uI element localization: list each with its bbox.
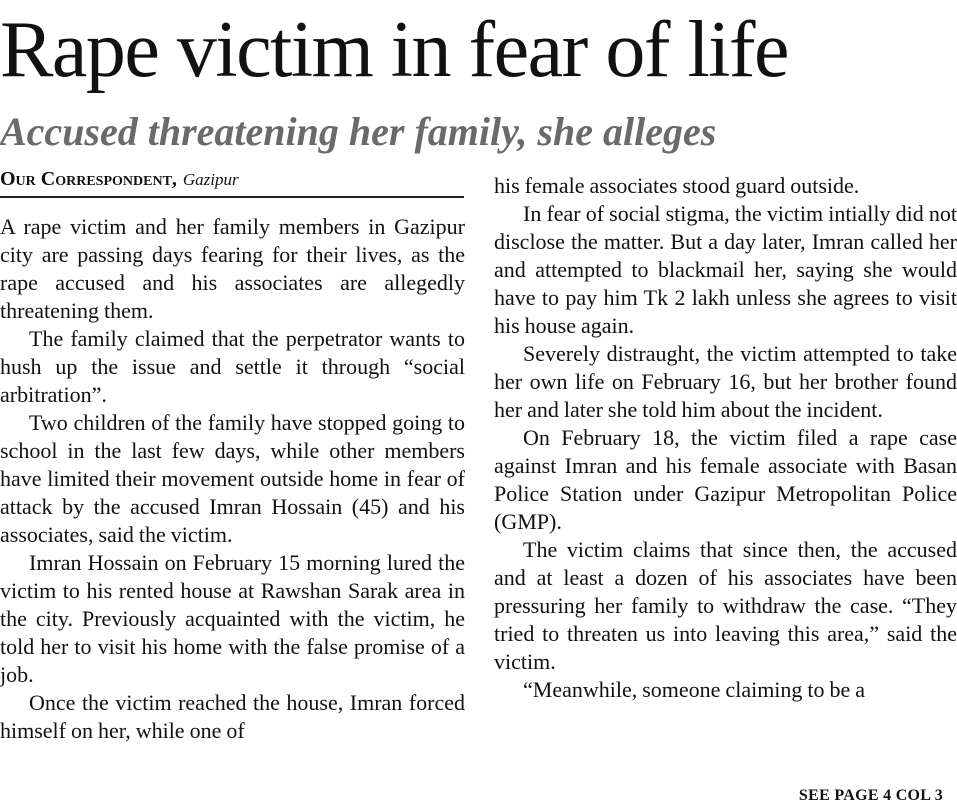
paragraph: Severely distraught, the victim attempted to take her own life on February 16, but her brother found her and later she told him about the incident.	[494, 341, 957, 422]
paragraph: Imran Hossain on February 15 morning lured the victim to his rented house at Rawshan Sarak area in the city. Previously acquainted with the victim, he told her to visit his home with the false promise of a job.	[0, 550, 465, 687]
paragraph: his female associates stood guard outside.	[494, 173, 860, 198]
continuation-reference: SEE PAGE 4 COL 3	[798, 787, 943, 804]
subheadline: Accused threatening her family, she alleges	[0, 109, 717, 154]
paragraph: The victim claims that since then, the accused and at least a dozen of his associates have been pressuring her family to withdraw the case. “They tried to threaten us into leaving this area,” said the victim.	[494, 537, 957, 674]
paragraph: Once the victim reached the house, Imran forced himself on her, while one of	[0, 690, 465, 743]
byline	[0, 166, 464, 198]
paragraph: Two children of the family have stopped going to school in the last few days, while other members have limited their movement outside home in fear of attack by the accused Imran Hossain (45) and his associates, said the victim.	[0, 410, 465, 547]
article-column-left	[0, 213, 465, 745]
paragraph: On February 18, the victim filed a rape case against Imran and his female associate with Basan Police Station under Gazipur Metropolitan Police (GMP).	[494, 425, 957, 534]
paragraph: A rape victim and her family members in Gazipur city are passing days fearing for their lives, as the rape accused and his associates are allegedly threatening them.	[0, 214, 465, 323]
article-column-right	[494, 172, 957, 704]
headline: Rape victim in fear of life	[0, 6, 789, 94]
paragraph: In fear of social stigma, the victim intially did not disclose the matter. But a day later, Imran called her and attempted to blackmail her, saying she would have to pay him Tk 2 lakh unless she agrees to visit his house again.	[494, 201, 957, 338]
byline-location: Gazipur	[182, 170, 239, 189]
byline-author: Our Correspondent,	[0, 168, 177, 190]
paragraph: “Meanwhile, someone claiming to be a	[523, 677, 866, 702]
paragraph: The family claimed that the perpetrator wants to hush up the issue and settle it through “social arbitration”.	[0, 326, 465, 407]
